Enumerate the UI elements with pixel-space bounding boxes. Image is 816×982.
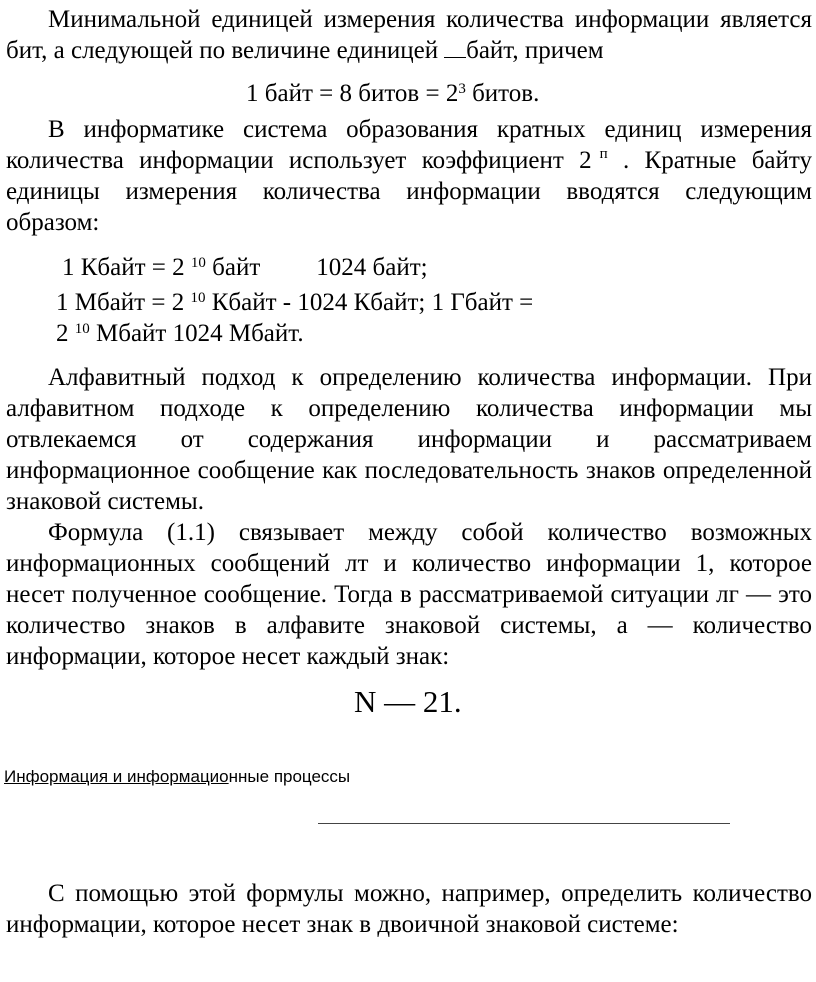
paragraph-text: Минимальной единицей измерения количества информации является бит, а следующей по величине единицей (6, 6, 812, 64)
exponent: 10 (190, 290, 206, 306)
running-footer-title: Информация и информационные процессы (4, 767, 351, 786)
blank-underline (444, 37, 466, 58)
formula: N — 21. (354, 684, 462, 719)
paragraph-binary-system: С помощью этой формулы можно, например, определить количество информации, которое несет знак в двоичной знаковой системе: (6, 880, 812, 938)
unit-line-gbyte: 2 $^{10}$ Мбайт 1024 Мбайт. (56, 320, 304, 347)
unit-line-mbyte: 1 Мбайт = 2 $^{10}$ Кбайт - 1024 Кбайт; 1 Гбайт = (56, 289, 534, 316)
exponent: п (599, 146, 608, 162)
exponent: 3 (458, 81, 466, 97)
paragraph-formula-description: Формула (1.1) связывает между собой количество возможных информационных сообщений лт и количество информации 1, которое несет полученное сообщение. Тогда в рассматриваемой ситуации лг — это количество знаков в алфавите знаковой системы, а — количество информации, которое несет каждый знак: (6, 519, 812, 670)
unit-line-kbyte: 1 Кбайт = 2 $^{10}$ байт 1024 байт; (62, 254, 428, 281)
equation-byte-bits: 1 байт = 8 битов = $2^3$ битов. (246, 80, 540, 107)
paragraph-text-tail: байт, причем (466, 37, 604, 64)
exponent: 10 (74, 321, 90, 337)
paragraph-multiples: В информатике система образования кратных единиц измерения количества информации использует коэффициент 2 $^п$ . Кратные байту единицы измерения количества информации вводятся следующим образом: (6, 116, 812, 236)
paragraph-alphabetic-approach: Алфавитный подход к определению количества информации. При алфавитном подходе к определению количества информации мы отвлекаемся от содержания информации и рассматриваем информационное сообщение как последовательность знаков определенной знаковой системы. (6, 364, 812, 515)
paragraph-units-intro (6, 4, 812, 66)
horizontal-rule (318, 823, 730, 824)
exponent: 10 (190, 255, 206, 271)
